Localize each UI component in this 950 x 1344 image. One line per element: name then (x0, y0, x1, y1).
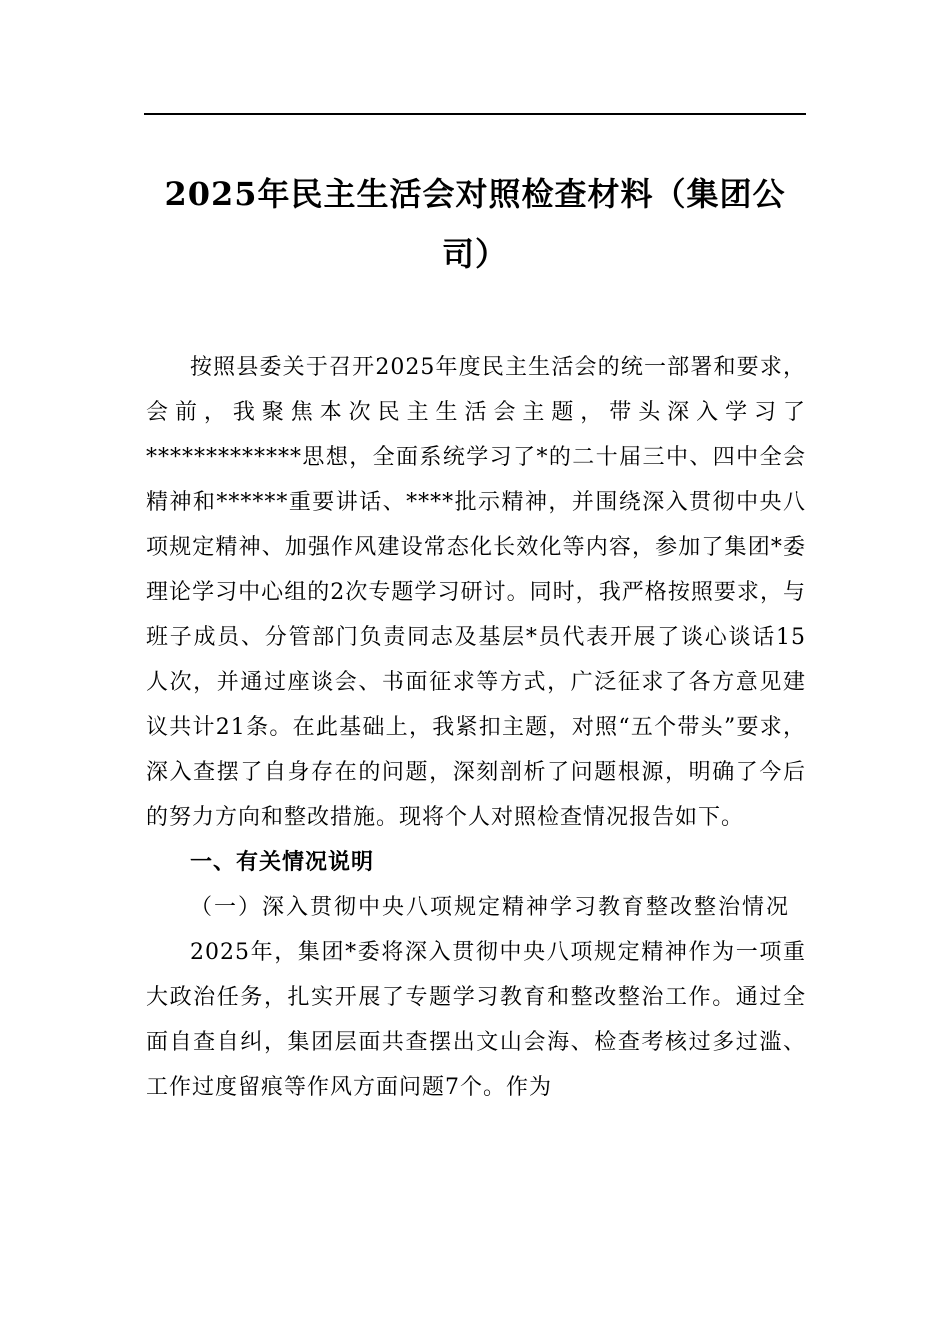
subsection-heading: （一）深入贯彻中央八项规定精神学习教育整改整治情况 (190, 895, 791, 920)
intro-paragraph: 按照县委关于召开2025年度民主生活会的统一部署和要求，会前，我聚焦本次民主生活会主题，带头深入学习了*************思想，全面系统学习了*的二十届三中、四中全会精神和******重要讲话、****批示精神，并围绕深入贯彻中央八项规定精神、加强作风建设常态化长效化等内容，参加了集团*委理论学习中心组的2次专题学习研讨。同时，我严格按照要求，与班子成员、分管部门负责同志及基层*员代表开展了谈心谈话15人次，并通过座谈会、书面征求等方式，广泛征求了各方意见建议共计21条。在此基础上，我紧扣主题，对照“五个带头”要求，深入查摆了自身存在的问题，深刻剖析了问题根源，明确了今后的努力方向和整改措施。现将个人对照检查情况报告如下。 (146, 355, 806, 830)
section-heading: 一、有关情况说明 (190, 850, 375, 875)
document-title: 2025年民主生活会对照检查材料（集团公司） (164, 175, 786, 273)
subsection-paragraph: 2025年，集团*委将深入贯彻中央八项规定精神作为一项重大政治任务，扎实开展了专题学习教育和整改整治工作。通过全面自查自纠，集团层面共查摆出文山会海、检查考核过多过滥、工作过度留痕等作风方面问题7个。作为 (146, 940, 806, 1100)
header-rule (144, 113, 806, 115)
document-body (146, 345, 806, 1110)
